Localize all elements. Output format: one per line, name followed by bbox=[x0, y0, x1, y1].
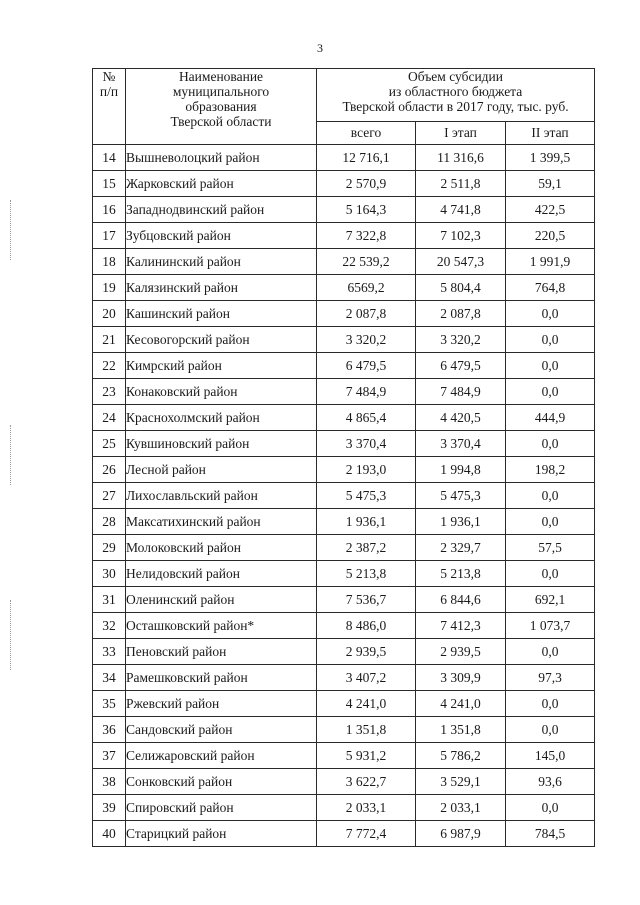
table-row bbox=[93, 743, 595, 769]
district-name: Зубцовский район bbox=[126, 223, 317, 249]
row-number: 18 bbox=[93, 249, 126, 275]
table-row bbox=[93, 821, 595, 847]
district-name: Конаковский район bbox=[126, 379, 317, 405]
stage1-amount: 6 987,9 bbox=[416, 821, 506, 847]
total-amount: 22 539,2 bbox=[317, 249, 416, 275]
row-number: 34 bbox=[93, 665, 126, 691]
margin-binding-marks bbox=[10, 425, 13, 485]
row-number: 14 bbox=[93, 145, 126, 171]
total-amount: 12 716,1 bbox=[317, 145, 416, 171]
total-amount: 6569,2 bbox=[317, 275, 416, 301]
header-name-line: Тверской области bbox=[170, 114, 272, 129]
row-number: 23 bbox=[93, 379, 126, 405]
total-amount: 7 536,7 bbox=[317, 587, 416, 613]
table-row bbox=[93, 171, 595, 197]
row-number: 20 bbox=[93, 301, 126, 327]
table-row bbox=[93, 431, 595, 457]
page-number: 3 bbox=[317, 41, 323, 55]
table-row bbox=[93, 535, 595, 561]
table-row bbox=[93, 405, 595, 431]
table-row bbox=[93, 795, 595, 821]
district-name: Западнодвинский район bbox=[126, 197, 317, 223]
header-volume-line: Тверской области в 2017 году, тыс. руб. bbox=[342, 99, 569, 114]
stage1-amount: 3 370,4 bbox=[416, 431, 506, 457]
stage2-amount: 422,5 bbox=[506, 197, 595, 223]
table-row bbox=[93, 561, 595, 587]
header-total: всего bbox=[317, 122, 416, 145]
table-row bbox=[93, 665, 595, 691]
total-amount: 2 193,0 bbox=[317, 457, 416, 483]
row-number: 15 bbox=[93, 171, 126, 197]
stage1-amount: 2 329,7 bbox=[416, 535, 506, 561]
stage2-amount: 0,0 bbox=[506, 301, 595, 327]
stage2-amount: 0,0 bbox=[506, 561, 595, 587]
header-number-line: № bbox=[102, 69, 116, 84]
stage2-amount: 93,6 bbox=[506, 769, 595, 795]
stage1-amount: 3 309,9 bbox=[416, 665, 506, 691]
header-name-line: Наименование bbox=[178, 69, 264, 84]
district-name: Пеновский район bbox=[126, 639, 317, 665]
table-row bbox=[93, 613, 595, 639]
table-row bbox=[93, 145, 595, 171]
stage2-amount: 0,0 bbox=[506, 431, 595, 457]
district-name: Рамешковский район bbox=[126, 665, 317, 691]
table-row bbox=[93, 769, 595, 795]
stage1-amount: 11 316,6 bbox=[416, 145, 506, 171]
district-name: Спировский район bbox=[126, 795, 317, 821]
row-number: 22 bbox=[93, 353, 126, 379]
header-stage2: II этап bbox=[506, 122, 595, 145]
stage2-amount: 0,0 bbox=[506, 483, 595, 509]
row-number: 36 bbox=[93, 717, 126, 743]
stage2-amount: 0,0 bbox=[506, 379, 595, 405]
row-number: 35 bbox=[93, 691, 126, 717]
header-number-line: п/п bbox=[99, 84, 119, 99]
total-amount: 4 241,0 bbox=[317, 691, 416, 717]
table-row bbox=[93, 509, 595, 535]
header-volume-line: из областного бюджета bbox=[388, 84, 523, 99]
district-name: Оленинский район bbox=[126, 587, 317, 613]
subsidy-table bbox=[92, 68, 595, 847]
district-name: Жарковский район bbox=[126, 171, 317, 197]
stage2-amount: 0,0 bbox=[506, 795, 595, 821]
district-name: Калязинский район bbox=[126, 275, 317, 301]
total-amount: 3 407,2 bbox=[317, 665, 416, 691]
district-name: Осташковский район* bbox=[126, 613, 317, 639]
stage1-amount: 2 939,5 bbox=[416, 639, 506, 665]
stage2-amount: 0,0 bbox=[506, 691, 595, 717]
total-amount: 8 486,0 bbox=[317, 613, 416, 639]
stage1-amount: 5 804,4 bbox=[416, 275, 506, 301]
table-row bbox=[93, 249, 595, 275]
stage2-amount: 59,1 bbox=[506, 171, 595, 197]
district-name: Молоковский район bbox=[126, 535, 317, 561]
stage1-amount: 6 479,5 bbox=[416, 353, 506, 379]
stage1-amount: 2 511,8 bbox=[416, 171, 506, 197]
total-amount: 1 936,1 bbox=[317, 509, 416, 535]
table-row bbox=[93, 691, 595, 717]
row-number: 31 bbox=[93, 587, 126, 613]
stage1-amount: 1 994,8 bbox=[416, 457, 506, 483]
district-name: Кимрский район bbox=[126, 353, 317, 379]
row-number: 40 bbox=[93, 821, 126, 847]
header-stage1: I этап bbox=[416, 122, 506, 145]
stage1-amount: 7 102,3 bbox=[416, 223, 506, 249]
stage2-amount: 0,0 bbox=[506, 717, 595, 743]
stage2-amount: 97,3 bbox=[506, 665, 595, 691]
district-name: Кашинский район bbox=[126, 301, 317, 327]
row-number: 26 bbox=[93, 457, 126, 483]
stage1-amount: 7 484,9 bbox=[416, 379, 506, 405]
table-row bbox=[93, 717, 595, 743]
table-row bbox=[93, 275, 595, 301]
stage1-amount: 4 420,5 bbox=[416, 405, 506, 431]
district-name: Краснохолмский район bbox=[126, 405, 317, 431]
stage1-amount: 1 936,1 bbox=[416, 509, 506, 535]
total-amount: 5 213,8 bbox=[317, 561, 416, 587]
table-row bbox=[93, 301, 595, 327]
table-row bbox=[93, 457, 595, 483]
stage1-amount: 6 844,6 bbox=[416, 587, 506, 613]
total-amount: 5 475,3 bbox=[317, 483, 416, 509]
row-number: 33 bbox=[93, 639, 126, 665]
stage1-amount: 2 033,1 bbox=[416, 795, 506, 821]
stage2-amount: 198,2 bbox=[506, 457, 595, 483]
stage1-amount: 20 547,3 bbox=[416, 249, 506, 275]
stage2-amount: 57,5 bbox=[506, 535, 595, 561]
total-amount: 3 622,7 bbox=[317, 769, 416, 795]
total-amount: 1 351,8 bbox=[317, 717, 416, 743]
total-amount: 7 772,4 bbox=[317, 821, 416, 847]
stage1-amount: 7 412,3 bbox=[416, 613, 506, 639]
total-amount: 4 865,4 bbox=[317, 405, 416, 431]
table-row bbox=[93, 639, 595, 665]
district-name: Селижаровский район bbox=[126, 743, 317, 769]
total-amount: 3 320,2 bbox=[317, 327, 416, 353]
table-row bbox=[93, 223, 595, 249]
stage1-amount: 1 351,8 bbox=[416, 717, 506, 743]
stage1-amount: 2 087,8 bbox=[416, 301, 506, 327]
header-name-line: образования bbox=[185, 99, 257, 114]
total-amount: 6 479,5 bbox=[317, 353, 416, 379]
row-number: 17 bbox=[93, 223, 126, 249]
stage1-amount: 5 475,3 bbox=[416, 483, 506, 509]
stage1-amount: 3 320,2 bbox=[416, 327, 506, 353]
district-name: Ржевский район bbox=[126, 691, 317, 717]
table-row bbox=[93, 483, 595, 509]
total-amount: 2 939,5 bbox=[317, 639, 416, 665]
stage2-amount: 444,9 bbox=[506, 405, 595, 431]
total-amount: 2 033,1 bbox=[317, 795, 416, 821]
district-name: Кесовогорский район bbox=[126, 327, 317, 353]
stage1-amount: 4 741,8 bbox=[416, 197, 506, 223]
row-number: 19 bbox=[93, 275, 126, 301]
row-number: 39 bbox=[93, 795, 126, 821]
stage2-amount: 0,0 bbox=[506, 327, 595, 353]
table-row bbox=[93, 379, 595, 405]
district-name: Калининский район bbox=[126, 249, 317, 275]
row-number: 32 bbox=[93, 613, 126, 639]
district-name: Вышневолоцкий район bbox=[126, 145, 317, 171]
stage1-amount: 4 241,0 bbox=[416, 691, 506, 717]
table-row bbox=[93, 327, 595, 353]
total-amount: 5 931,2 bbox=[317, 743, 416, 769]
district-name: Лихославльский район bbox=[126, 483, 317, 509]
row-number: 27 bbox=[93, 483, 126, 509]
stage2-amount: 220,5 bbox=[506, 223, 595, 249]
total-amount: 7 484,9 bbox=[317, 379, 416, 405]
stage1-amount: 5 213,8 bbox=[416, 561, 506, 587]
total-amount: 2 570,9 bbox=[317, 171, 416, 197]
row-number: 28 bbox=[93, 509, 126, 535]
row-number: 29 bbox=[93, 535, 126, 561]
total-amount: 5 164,3 bbox=[317, 197, 416, 223]
row-number: 24 bbox=[93, 405, 126, 431]
header-number bbox=[93, 69, 126, 145]
stage2-amount: 1 991,9 bbox=[506, 249, 595, 275]
header-name-line: муниципального bbox=[172, 84, 270, 99]
table-row bbox=[93, 353, 595, 379]
row-number: 30 bbox=[93, 561, 126, 587]
total-amount: 2 087,8 bbox=[317, 301, 416, 327]
total-amount: 7 322,8 bbox=[317, 223, 416, 249]
stage2-amount: 145,0 bbox=[506, 743, 595, 769]
district-name: Нелидовский район bbox=[126, 561, 317, 587]
stage2-amount: 0,0 bbox=[506, 353, 595, 379]
stage2-amount: 1 073,7 bbox=[506, 613, 595, 639]
district-name: Старицкий район bbox=[126, 821, 317, 847]
district-name: Лесной район bbox=[126, 457, 317, 483]
margin-binding-marks bbox=[10, 200, 13, 260]
stage2-amount: 0,0 bbox=[506, 509, 595, 535]
total-amount: 2 387,2 bbox=[317, 535, 416, 561]
row-number: 25 bbox=[93, 431, 126, 457]
stage2-amount: 764,8 bbox=[506, 275, 595, 301]
stage1-amount: 3 529,1 bbox=[416, 769, 506, 795]
district-name: Кувшиновский район bbox=[126, 431, 317, 457]
row-number: 16 bbox=[93, 197, 126, 223]
stage2-amount: 0,0 bbox=[506, 639, 595, 665]
header-volume bbox=[317, 69, 595, 122]
district-name: Сандовский район bbox=[126, 717, 317, 743]
stage2-amount: 784,5 bbox=[506, 821, 595, 847]
stage2-amount: 1 399,5 bbox=[506, 145, 595, 171]
total-amount: 3 370,4 bbox=[317, 431, 416, 457]
table-row bbox=[93, 197, 595, 223]
margin-binding-marks bbox=[10, 600, 13, 670]
row-number: 21 bbox=[93, 327, 126, 353]
table-row bbox=[93, 587, 595, 613]
header-volume-line: Объем субсидии bbox=[408, 69, 503, 84]
district-name: Максатихинский район bbox=[126, 509, 317, 535]
row-number: 38 bbox=[93, 769, 126, 795]
district-name: Сонковский район bbox=[126, 769, 317, 795]
stage2-amount: 692,1 bbox=[506, 587, 595, 613]
row-number: 37 bbox=[93, 743, 126, 769]
header-name bbox=[126, 69, 317, 145]
stage1-amount: 5 786,2 bbox=[416, 743, 506, 769]
